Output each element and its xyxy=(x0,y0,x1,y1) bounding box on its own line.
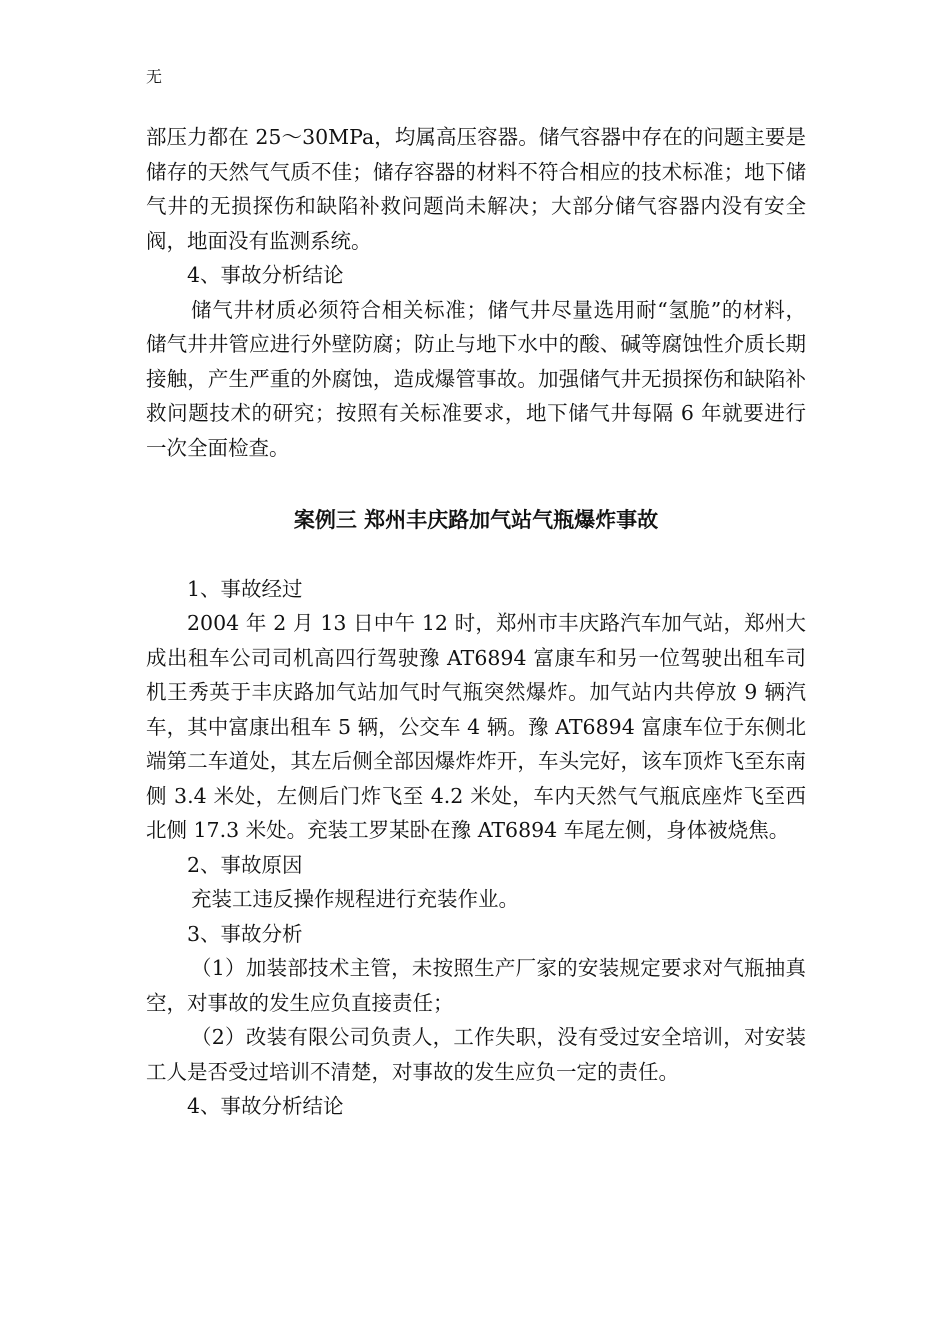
paragraph-continuation: 部压力都在 25～30MPa，均属高压容器。储气容器中存在的问题主要是储存的天然气气质不佳；储存容器的材料不符合相应的技术标准；地下储气井的无损探伤和缺陷补救问题尚未解决；大部分储气容器内没有安全阀，地面没有监测系统。 xyxy=(146,125,806,253)
section-heading-analysis: 3、事故分析 xyxy=(187,921,303,946)
document-body xyxy=(146,120,806,1124)
paragraph-analysis-1: （1）加装部技术主管，未按照生产厂家的安装规定要求对气瓶抽真空，对事故的发生应负直接责任； xyxy=(146,956,806,1015)
section-heading-cause: 2、事故原因 xyxy=(187,852,303,877)
paragraph-analysis-2: （2）改装有限公司负责人，工作失职，没有受过安全培训，对安装工人是否受过培训不清楚，对事故的发生应负一定的责任。 xyxy=(146,1025,806,1084)
paragraph-process: 2004 年 2 月 13 日中午 12 时，郑州市丰庆路汽车加气站，郑州大成出租车公司司机高四行驾驶豫 AT6894 富康车和另一位驾驶出租车司机王秀英于丰庆路加气站加气时气瓶突然爆炸。加气站内共停放 9 辆汽车，其中富康出租车 5 辆，公交车 4 辆。豫 AT6894 富康车位于东侧北端第二车道处，其左后侧全部因爆炸炸开，车头完好，该车顶炸飞至东南侧 3.4 米处，左侧后门炸飞至 4.2 米处，车内天然气气瓶底座炸飞至西北侧 17.3 米处。充装工罗某卧在豫 AT6894 车尾左侧，身体被烧焦。 xyxy=(146,611,806,842)
paragraph-conclusion: 储气井材质必须符合相关标准；储气井尽量选用耐“氢脆”的材料，储气井井管应进行外壁防腐；防止与地下水中的酸、碱等腐蚀性介质长期接触，产生严重的外腐蚀，造成爆管事故。加强储气井无损探伤和缺陷补救问题技术的研究；按照有关标准要求，地下储气井每隔 6 年就要进行一次全面检查。 xyxy=(146,297,806,460)
paragraph-cause: 充装工违反操作规程进行充装作业。 xyxy=(191,887,519,911)
section-heading-process: 1、事故经过 xyxy=(187,576,303,601)
section-heading-conclusion-2: 4、事故分析结论 xyxy=(187,1094,344,1118)
page-header: 无 xyxy=(146,67,163,86)
section-heading-conclusion: 4、事故分析结论 xyxy=(187,263,344,287)
case-title: 案例三 郑州丰庆路加气站气瓶爆炸事故 xyxy=(293,508,659,532)
